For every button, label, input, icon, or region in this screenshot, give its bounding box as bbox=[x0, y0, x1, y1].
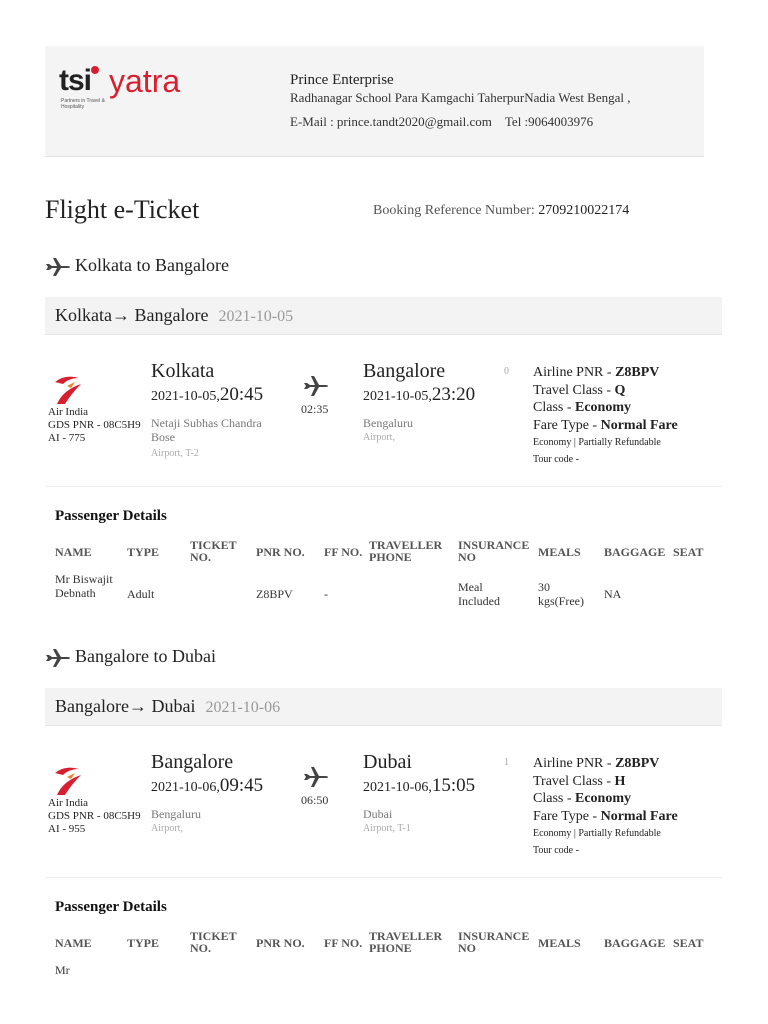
col-meals: MEALS bbox=[538, 545, 581, 559]
col-insurance-no: INSURANCE NO bbox=[458, 929, 530, 955]
arrival-terminal: Airport, T-1 bbox=[363, 823, 411, 834]
cabin-class-label: Class - bbox=[533, 791, 572, 806]
agency-email: E-Mail : prince.tandt2020@gmail.com bbox=[290, 114, 492, 129]
booking-reference-label: Booking Reference Number: bbox=[373, 203, 535, 218]
tsi-yatra-logo bbox=[59, 64, 199, 116]
col-pnr-no: PNR NO. bbox=[256, 936, 305, 950]
passenger-ff-no: - bbox=[324, 587, 328, 601]
segment-route: Kolkata→ Bangalore bbox=[55, 305, 209, 325]
segment-bar bbox=[45, 688, 722, 726]
col-ticket-no: TICKET NO. bbox=[190, 929, 237, 955]
col-meals: MEALS bbox=[538, 936, 581, 950]
segment-date: 2021-10-05 bbox=[218, 308, 294, 325]
travel-class-label: Travel Class - bbox=[533, 382, 612, 398]
flight-segment bbox=[45, 749, 722, 878]
passenger-pnr-no: Z8BPV bbox=[256, 587, 293, 601]
arrival-time: 23:20 bbox=[431, 384, 476, 405]
airline-pnr-value: Z8BPV bbox=[615, 756, 660, 771]
refund-note: Economy | Partially Refundable bbox=[533, 828, 661, 839]
departure-date: 2021-10-06, bbox=[151, 780, 220, 795]
col-insurance-no: INSURANCE NO bbox=[458, 538, 530, 564]
cabin-class-value: Economy bbox=[575, 400, 631, 415]
gds-pnr: GDS PNR - 08C5H9 bbox=[48, 810, 141, 822]
col-name: NAME bbox=[55, 545, 92, 559]
arrival-airport: Bengaluru bbox=[363, 416, 413, 430]
fare-info bbox=[533, 364, 678, 468]
stops-count: 0 bbox=[504, 366, 509, 377]
flight-duration: 06:50 bbox=[301, 793, 329, 807]
travel-class-label: Travel Class - bbox=[533, 773, 612, 789]
fare-type-value: Normal Fare bbox=[600, 808, 678, 824]
col-type: TYPE bbox=[127, 545, 160, 559]
flight-number: AI - 775 bbox=[48, 432, 86, 444]
refund-note: Economy | Partially Refundable bbox=[533, 437, 661, 448]
route-title bbox=[45, 646, 216, 667]
fare-type bbox=[533, 808, 678, 826]
logo-dot-icon bbox=[91, 66, 99, 74]
cabin-class-label: Class - bbox=[533, 400, 572, 415]
arrival-city: Dubai bbox=[363, 751, 412, 773]
departure-airport: Netaji Subhas Chandra Bose bbox=[151, 416, 262, 444]
segment-label bbox=[55, 305, 293, 326]
flight-plane-icon bbox=[303, 372, 329, 398]
arrival-airport: Dubai bbox=[363, 807, 393, 821]
segment-route: Bangalore→ Dubai bbox=[55, 696, 196, 716]
arrival-terminal: Airport, bbox=[363, 432, 395, 443]
airline-pnr-label: Airline PNR - bbox=[533, 756, 612, 771]
segment-date: 2021-10-06 bbox=[205, 699, 281, 716]
page-title: Flight e-Ticket bbox=[45, 195, 200, 224]
arrival-date: 2021-10-05, bbox=[363, 389, 432, 404]
col-baggage: BAGGAGE bbox=[604, 936, 666, 950]
airline-pnr-label: Airline PNR - bbox=[533, 365, 612, 380]
fare-type bbox=[533, 417, 678, 435]
plane-icon bbox=[45, 256, 71, 276]
col-seat: SEAT bbox=[673, 936, 704, 950]
departure-time: 20:45 bbox=[219, 384, 264, 405]
fare-type-label: Fare Type - bbox=[533, 808, 598, 824]
arrival-datetime bbox=[363, 775, 475, 797]
stops-count: 1 bbox=[504, 757, 509, 768]
cabin-class bbox=[533, 399, 678, 417]
agency-tel: Tel :9064003976 bbox=[504, 114, 594, 129]
travel-class bbox=[533, 382, 678, 400]
tour-code: Tour code - bbox=[533, 845, 579, 856]
fare-type-value: Normal Fare bbox=[600, 417, 678, 433]
segment-bar bbox=[45, 297, 722, 335]
airline-name: Air India bbox=[48, 797, 89, 809]
agency-address: Radhanagar School Para Kamgachi TaherpurNadia West Bengal , bbox=[290, 90, 631, 105]
departure-datetime bbox=[151, 775, 263, 797]
departure-city: Bangalore bbox=[151, 751, 234, 773]
col-traveller-phone: TRAVELLER PHONE bbox=[369, 538, 443, 564]
agency-name: Prince Enterprise bbox=[290, 72, 394, 88]
fare-type-label: Fare Type - bbox=[533, 417, 598, 433]
fare-info bbox=[533, 755, 678, 859]
departure-datetime bbox=[151, 384, 263, 406]
passenger-type: Adult bbox=[127, 587, 155, 601]
passenger-meals: 30 kgs(Free) bbox=[538, 580, 584, 608]
col-pnr-no: PNR NO. bbox=[256, 545, 305, 559]
airline-pnr bbox=[533, 755, 678, 773]
logo-tagline: Partners in Travel & Hospitality bbox=[61, 98, 105, 110]
flight-number: AI - 955 bbox=[48, 823, 86, 835]
route-title bbox=[45, 255, 229, 276]
cabin-class bbox=[533, 790, 678, 808]
departure-terminal: Airport, bbox=[151, 823, 183, 834]
tour-code: Tour code - bbox=[533, 454, 579, 465]
travel-class-value: Q bbox=[614, 382, 626, 398]
segment-label bbox=[55, 696, 280, 717]
airline-pnr bbox=[533, 364, 678, 382]
arrival-time: 15:05 bbox=[431, 775, 476, 796]
agency-header bbox=[45, 46, 704, 157]
flight-duration: 02:35 bbox=[301, 402, 329, 416]
logo-yatra-text: yatra bbox=[109, 63, 181, 99]
logo-tsi-text: tsi bbox=[59, 64, 92, 97]
arrival-date: 2021-10-06, bbox=[363, 780, 432, 795]
departure-date: 2021-10-05, bbox=[151, 389, 220, 404]
departure-time: 09:45 bbox=[219, 775, 264, 796]
booking-reference-number: 2709210022174 bbox=[538, 203, 630, 218]
col-baggage: BAGGAGE bbox=[604, 545, 666, 559]
passenger-name: Mr Biswajit Debnath bbox=[55, 572, 113, 600]
passenger-details-title: Passenger Details bbox=[55, 899, 167, 915]
col-seat: SEAT bbox=[673, 545, 704, 559]
departure-airport: Bengaluru bbox=[151, 807, 201, 821]
booking-reference bbox=[373, 203, 629, 219]
flight-segment bbox=[45, 358, 722, 487]
plane-icon bbox=[45, 647, 71, 667]
travel-class bbox=[533, 773, 678, 791]
flight-plane-icon bbox=[303, 763, 329, 789]
cabin-class-value: Economy bbox=[575, 791, 631, 806]
route-title-text: Bangalore to Dubai bbox=[75, 646, 216, 666]
air-india-logo-icon bbox=[51, 759, 87, 797]
departure-city: Kolkata bbox=[151, 360, 215, 382]
agency-contact bbox=[290, 114, 603, 130]
passenger-details-title: Passenger Details bbox=[55, 508, 167, 524]
airline-name: Air India bbox=[48, 406, 89, 418]
col-type: TYPE bbox=[127, 936, 160, 950]
col-ticket-no: TICKET NO. bbox=[190, 538, 237, 564]
col-traveller-phone: TRAVELLER PHONE bbox=[369, 929, 443, 955]
col-ff-no: FF NO. bbox=[324, 936, 363, 950]
arrival-city: Bangalore bbox=[363, 360, 446, 382]
passenger-baggage: NA bbox=[604, 587, 622, 601]
air-india-logo-icon bbox=[51, 368, 87, 406]
passenger-insurance: Meal Included bbox=[458, 580, 500, 608]
passenger-name: Mr bbox=[55, 963, 70, 977]
col-ff-no: FF NO. bbox=[324, 545, 363, 559]
arrival-datetime bbox=[363, 384, 475, 406]
travel-class-value: H bbox=[614, 773, 626, 789]
airline-pnr-value: Z8BPV bbox=[615, 365, 660, 380]
departure-terminal: Airport, T-2 bbox=[151, 448, 199, 459]
col-name: NAME bbox=[55, 936, 92, 950]
route-title-text: Kolkata to Bangalore bbox=[75, 255, 229, 275]
gds-pnr: GDS PNR - 08C5H9 bbox=[48, 419, 141, 431]
